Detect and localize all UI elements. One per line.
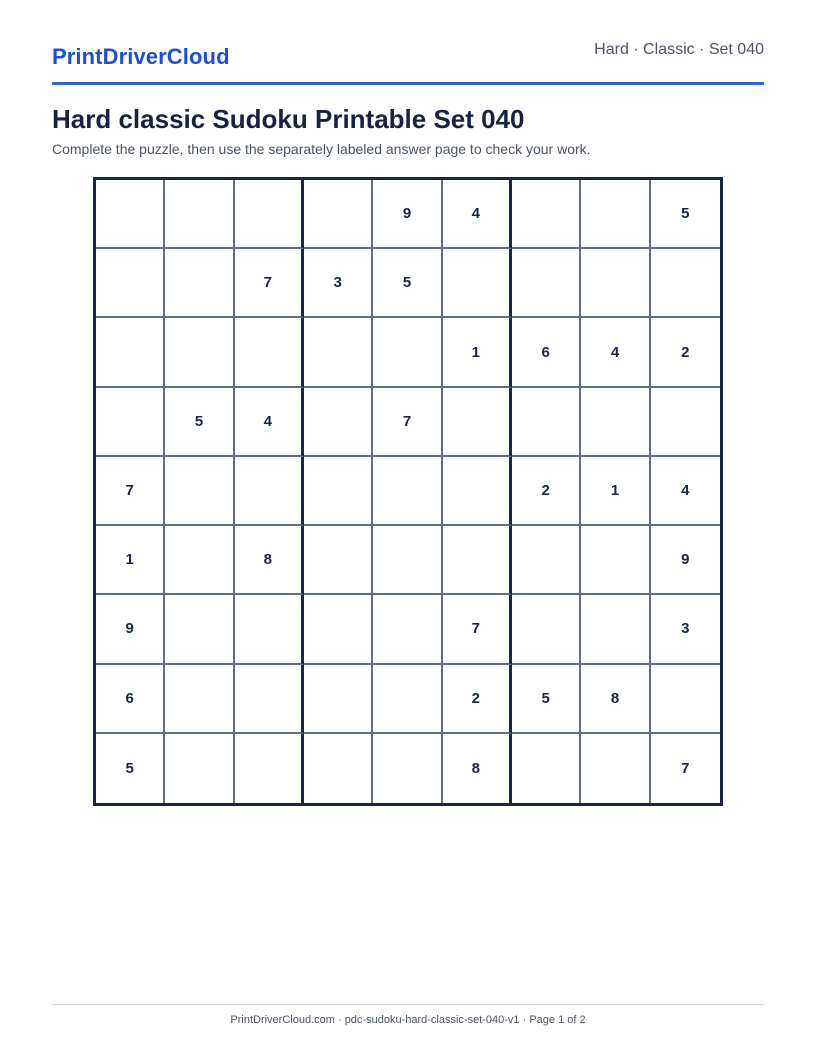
sudoku-cell xyxy=(443,457,512,526)
sudoku-cell: 1 xyxy=(443,318,512,387)
sudoku-cell xyxy=(304,318,373,387)
sudoku-cell xyxy=(373,665,442,734)
sudoku-cell xyxy=(165,318,234,387)
footer-rule xyxy=(52,1004,764,1005)
sudoku-cell: 4 xyxy=(651,457,720,526)
sudoku-cell: 1 xyxy=(96,526,165,595)
sudoku-cell: 5 xyxy=(651,180,720,249)
sudoku-cell: 8 xyxy=(443,734,512,803)
sudoku-cell: 8 xyxy=(581,665,650,734)
sudoku-cell xyxy=(443,526,512,595)
sudoku-cell: 1 xyxy=(581,457,650,526)
sudoku-cell xyxy=(512,595,581,664)
brand-logo: PrintDriverCloud xyxy=(52,44,230,69)
sudoku-cell xyxy=(235,457,304,526)
sudoku-cell: 5 xyxy=(512,665,581,734)
sudoku-cell: 4 xyxy=(581,318,650,387)
sudoku-cell: 4 xyxy=(443,180,512,249)
sudoku-cell xyxy=(235,734,304,803)
puzzle-meta: Hard · Classic · Set 040 xyxy=(594,41,764,58)
sudoku-cell: 2 xyxy=(443,665,512,734)
sudoku-cell xyxy=(304,734,373,803)
sudoku-cell xyxy=(165,526,234,595)
page-title: Hard classic Sudoku Printable Set 040 xyxy=(52,104,525,134)
sudoku-cell: 5 xyxy=(373,249,442,318)
sudoku-cell xyxy=(581,734,650,803)
sudoku-cell: 6 xyxy=(512,318,581,387)
sudoku-cell xyxy=(373,595,442,664)
sudoku-cell xyxy=(165,457,234,526)
sudoku-cell: 7 xyxy=(96,457,165,526)
sudoku-cell xyxy=(96,249,165,318)
sudoku-cell xyxy=(165,734,234,803)
sudoku-cell: 9 xyxy=(96,595,165,664)
sudoku-cell xyxy=(165,665,234,734)
sudoku-cell xyxy=(373,318,442,387)
sudoku-cell xyxy=(96,180,165,249)
sudoku-cell: 5 xyxy=(96,734,165,803)
sudoku-cell xyxy=(304,595,373,664)
sudoku-cell xyxy=(581,595,650,664)
sudoku-cell xyxy=(96,318,165,387)
sudoku-cell xyxy=(373,526,442,595)
sudoku-cell xyxy=(235,180,304,249)
sudoku-cell xyxy=(373,457,442,526)
sudoku-cell xyxy=(235,595,304,664)
sudoku-cell xyxy=(304,526,373,595)
sudoku-cell xyxy=(512,249,581,318)
sudoku-cell xyxy=(443,388,512,457)
sudoku-cell xyxy=(165,180,234,249)
page-subtitle: Complete the puzzle, then use the separately labeled answer page to check your work. xyxy=(52,141,591,157)
sudoku-cell: 9 xyxy=(651,526,720,595)
sudoku-cell: 3 xyxy=(304,249,373,318)
sudoku-cell xyxy=(651,665,720,734)
sudoku-cell: 2 xyxy=(651,318,720,387)
sudoku-cell xyxy=(235,665,304,734)
sudoku-cell: 7 xyxy=(235,249,304,318)
sudoku-cell xyxy=(512,180,581,249)
sudoku-cell xyxy=(96,388,165,457)
sudoku-cell xyxy=(512,526,581,595)
sudoku-cell xyxy=(373,734,442,803)
sudoku-cell: 5 xyxy=(165,388,234,457)
sudoku-cell xyxy=(581,180,650,249)
sudoku-cell xyxy=(165,249,234,318)
sudoku-grid xyxy=(93,177,723,806)
sudoku-cell xyxy=(443,249,512,318)
sudoku-cell xyxy=(651,249,720,318)
sudoku-cell xyxy=(165,595,234,664)
sudoku-cell: 8 xyxy=(235,526,304,595)
sudoku-cell: 4 xyxy=(235,388,304,457)
header-rule xyxy=(52,82,764,85)
sudoku-cell: 7 xyxy=(443,595,512,664)
page-header xyxy=(52,0,764,86)
sudoku-cell: 3 xyxy=(651,595,720,664)
sudoku-cell xyxy=(304,457,373,526)
sudoku-cell xyxy=(512,734,581,803)
sudoku-cell xyxy=(304,180,373,249)
sudoku-cell xyxy=(581,526,650,595)
sudoku-cell xyxy=(235,318,304,387)
sudoku-cell: 6 xyxy=(96,665,165,734)
sudoku-cell xyxy=(581,388,650,457)
page-footer: PrintDriverCloud.com · pdc-sudoku-hard-classic-set-040-v1 · Page 1 of 2 xyxy=(230,1014,586,1026)
sudoku-cell xyxy=(304,665,373,734)
sudoku-cell: 2 xyxy=(512,457,581,526)
sudoku-cell xyxy=(512,388,581,457)
sudoku-cell xyxy=(304,388,373,457)
sudoku-cell: 7 xyxy=(681,759,690,777)
sudoku-cell xyxy=(651,388,720,457)
sudoku-cell xyxy=(581,249,650,318)
sudoku-cell: 7 xyxy=(373,388,442,457)
sudoku-cell: 9 xyxy=(373,180,442,249)
